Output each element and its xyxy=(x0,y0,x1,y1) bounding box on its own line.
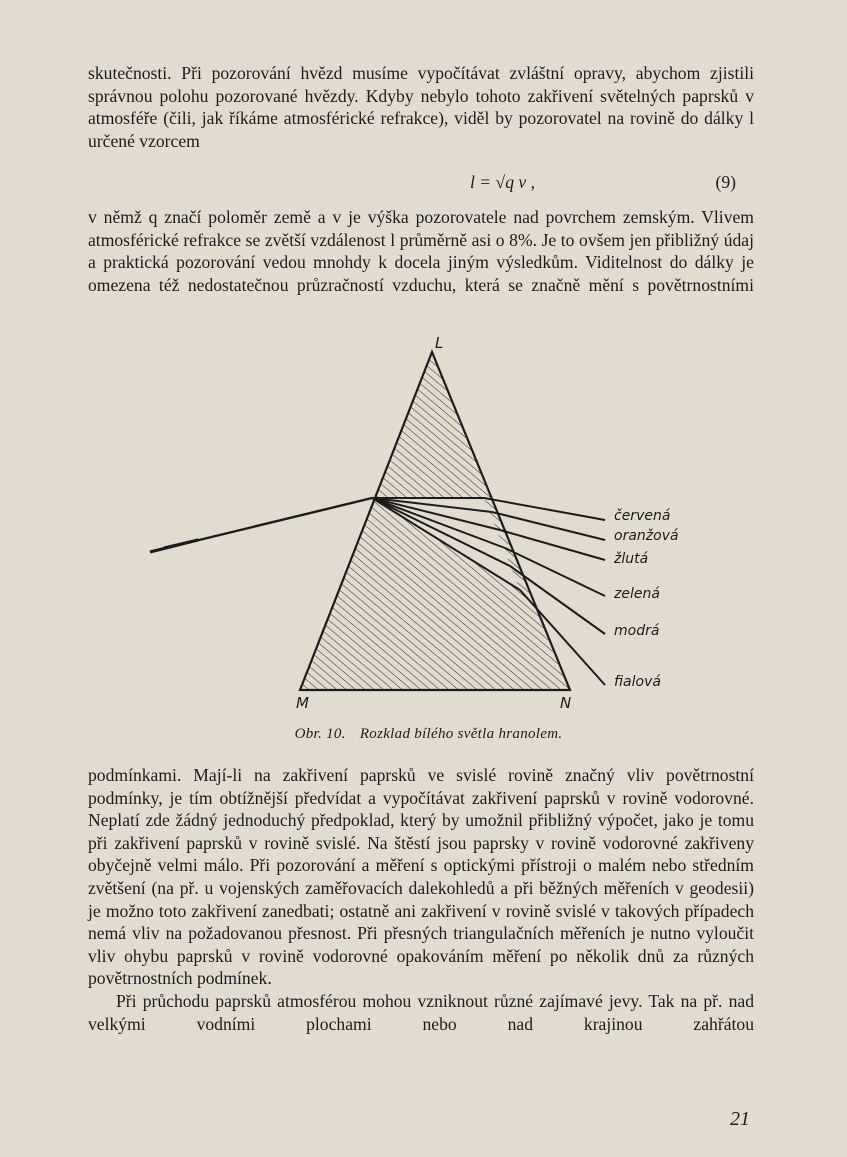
page-number: 21 xyxy=(730,1108,750,1130)
color-label-green: zelená xyxy=(614,586,660,602)
caption-text: Rozklad bílého světla hranolem. xyxy=(359,726,563,742)
paragraph-text: skutečnosti. Při pozorování hvězd musíme vypočítávat zvláštní opravy, abychom zjistili správnou polohu pozorované hvězdy. Kdyby nebylo tohoto zakřivení světelných paprsků v atmosféře (čili, jak říkáme atmosférické refrakce), viděl by pozorovatel na rovině do dálky l určené vzorcem xyxy=(88,63,754,151)
color-label-yellow: žlutá xyxy=(614,551,649,567)
color-label-blue: modrá xyxy=(614,623,660,639)
color-label-orange: oranžová xyxy=(614,528,679,544)
color-label-violet: fialová xyxy=(614,674,661,690)
vertex-label-m: M xyxy=(296,694,309,712)
vertex-label-n: N xyxy=(560,694,572,712)
paragraph-text: podmínkami. Mají-li na zakřivení paprsků ve svislé rovině značný vliv povětrnostní podmínky, je tím obtížnější předvídat a vypočítávat zakřivení paprsků v rovině vodorovné. Neplatí zde žádný jednoduchý předpoklad, který by umožnil přibližný výpočet, jako je tomu při zakřivení paprsků v rovině svislé. Na štěstí jsou paprsky v rovině vodorovné zakřiveny obyčejně velmi málo. Při pozorování a měření s optickými přístroji o malém nebo středním zvětšení (na př. u vojenských zaměřovacích dalekohledů a při běžných měřeních v geodesii) je možno toto zakřivení zanedbati; ostatně ani zakřivení v rovině svislé v takových případech nemá vliv na požadovanou přesnost. Při přesných triangulačních měřeních je nutno vyloučit vliv ohybu paprsků v rovině vodorovné opakováním měření po několik dnů za různých povětrnostních podmínek. xyxy=(88,765,754,989)
paragraph-text: Při průchodu paprsků atmosférou mohou vzniknout různé zajímavé jevy. Tak na př. nad velkými vodními plochami nebo nad krajinou zahřátou xyxy=(88,990,754,1034)
formula-expression: l = √q v , xyxy=(470,172,536,192)
vertex-label-l: L xyxy=(435,334,444,352)
formula-number: (9) xyxy=(715,172,736,192)
incident-ray xyxy=(195,498,372,541)
arrow-icon xyxy=(150,540,198,552)
bottom-paragraphs xyxy=(88,764,754,1035)
color-label-red: červená xyxy=(614,508,671,524)
figure-caption xyxy=(0,726,847,743)
caption-number: Obr. 10. xyxy=(294,726,346,742)
paragraph-text: v němž q značí poloměr země a v je výška pozorovatele nad povrchem zemským. Vlivem atmosférické refrakce se zvětší vzdálenost l průměrně asi o 8%. Je to ovšem jen přibližný údaj a praktická pozorování vedou mnohdy k docela jiným výsledkům. Viditelnost do dálky je omezena též nedostatečnou průzračností vzduchu, která se značně mění s povětrnostními xyxy=(88,207,754,295)
